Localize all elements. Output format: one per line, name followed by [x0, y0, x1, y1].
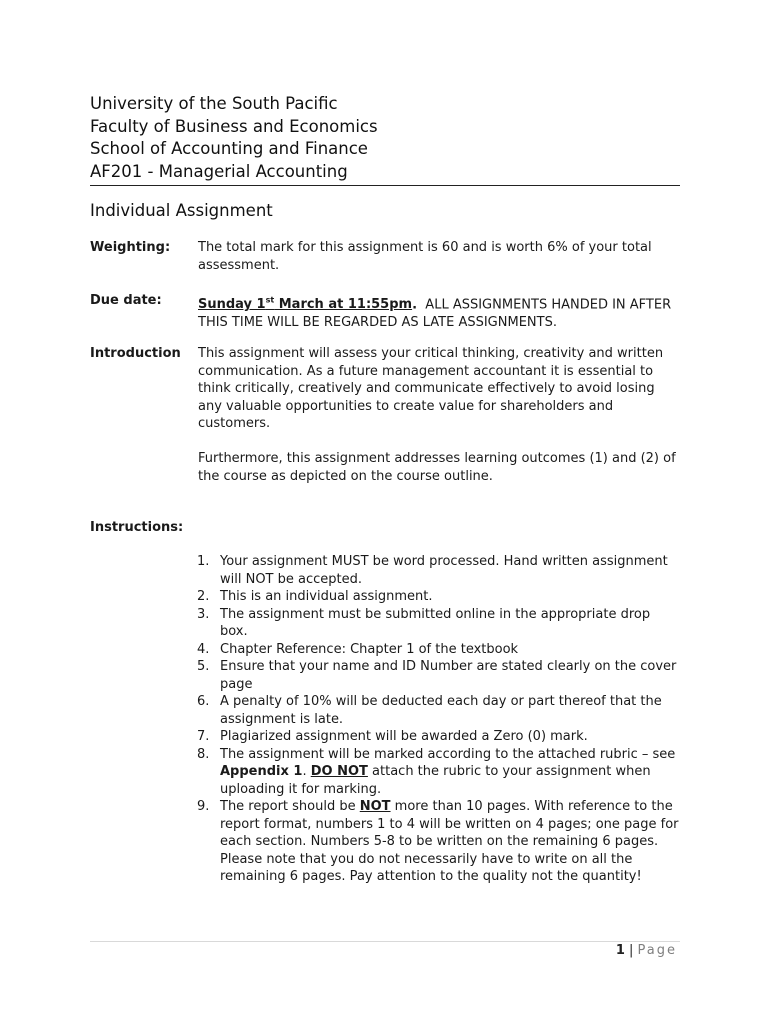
weighting-text: The total mark for this assignment is 60 and is worth 6% of your total assessment.	[198, 240, 652, 273]
list-item: 8. The assignment will be marked according to the attached rubric – see Appendix 1. DO NOT attach the rubric to your assignment when uploading it for marking.	[197, 746, 676, 797]
due-date-value: Sunday 1st March at 11:55pm	[198, 296, 413, 313]
document-header	[90, 93, 680, 186]
list-item: 1. Your assignment MUST be word processed. Hand written assignment will NOT be accepted.	[197, 554, 668, 587]
page-footer: 1 | Page	[615, 943, 677, 958]
introduction-paragraph-2: Furthermore, this assignment addresses learning outcomes (1) and (2) of the course as depicted on the course outline.	[198, 450, 676, 484]
list-item: 7. Plagiarized assignment will be awarded a Zero (0) mark.	[197, 729, 588, 744]
school-name: School of Accounting and Finance	[90, 139, 368, 158]
late-warning: ALL ASSIGNMENTS HANDED IN AFTER THIS TIME WILL BE REGARDED AS LATE ASSIGNMENTS.	[198, 297, 676, 330]
page-number: 1	[615, 943, 625, 958]
introduction-paragraph-1: This assignment will assess your critical thinking, creativity and written communication. As a future management accountant it is essential to think critically, creatively and communicate effectively to avoid losing any valuable opportunities to create value for shareholders and customers.	[198, 346, 664, 432]
list-item: 4. Chapter Reference: Chapter 1 of the textbook	[197, 641, 519, 657]
page-word: Page	[637, 943, 677, 958]
university-name: University of the South Pacific	[90, 94, 338, 113]
faculty-name: Faculty of Business and Economics	[90, 116, 378, 136]
not-emphasis: NOT	[359, 799, 391, 814]
assignment-title: Individual Assignment	[90, 201, 273, 220]
course-title: AF201 - Managerial Accounting	[90, 161, 348, 181]
list-item: 5. Ensure that your name and ID Number are stated clearly on the cover page	[197, 659, 677, 692]
list-item: 9. The report should be NOT more than 10 pages. With reference to the report format, numbers 1 to 4 will be written on 4 pages; one page for each section. Numbers 5-8 to be written on the remaining 6 pages. Please note that you do not necessarily have to write on all the remaining 6 pages. Pay attention to the quality not the quantity!	[197, 799, 679, 884]
due-date-label: Due date:	[90, 293, 162, 308]
introduction-label: Introduction	[90, 346, 181, 361]
introduction-text	[198, 345, 680, 485]
footer-divider	[90, 941, 680, 942]
instructions-label: Instructions:	[90, 520, 184, 535]
appendix-reference: Appendix 1	[220, 764, 303, 779]
due-date-text: Sunday 1st March at 11:55pm. ALL ASSIGNMENTS HANDED IN AFTER THIS TIME WILL BE REGARDED AS LATE ASSIGNMENTS.	[198, 296, 676, 330]
weighting-label: Weighting:	[90, 240, 171, 255]
list-item: 3. The assignment must be submitted online in the appropriate drop box.	[197, 606, 651, 639]
list-item: 2. This is an individual assignment.	[197, 589, 433, 604]
list-item: 6. A penalty of 10% will be deducted each day or part thereof that the assignment is late.	[197, 694, 662, 727]
do-not-emphasis: DO NOT	[310, 764, 368, 779]
instructions-list	[197, 553, 681, 886]
